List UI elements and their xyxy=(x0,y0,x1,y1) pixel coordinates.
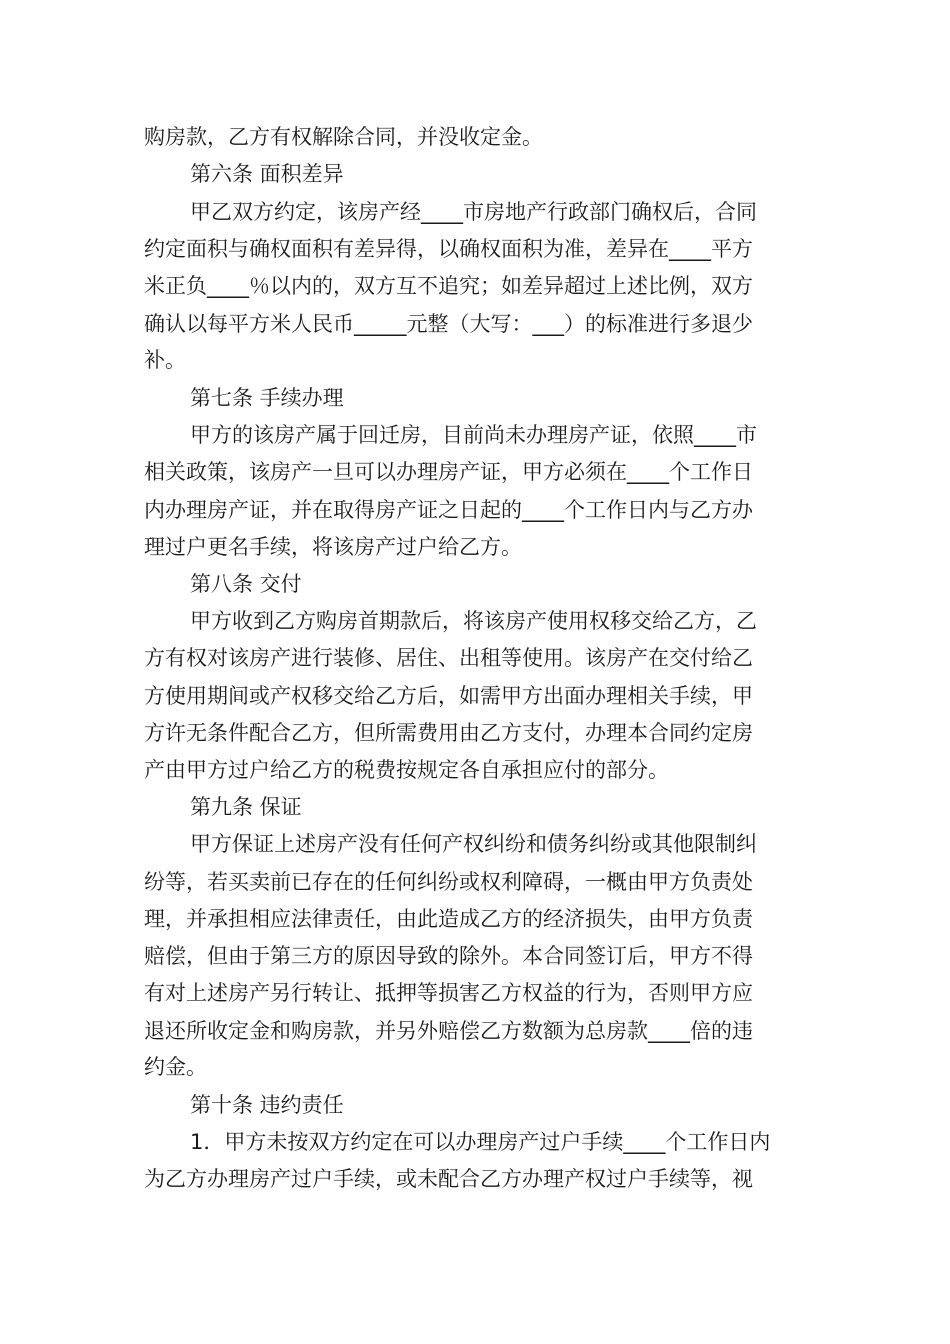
paragraph-line: 纷等，若买卖前已存在的任何纠纷或权利障碍，一概由甲方负责处 xyxy=(144,870,753,894)
paragraph-line: 相关政策，该房产一旦可以办理房产证，甲方必须在____个工作日 xyxy=(144,460,753,484)
paragraph-line: 方许无条件配合乙方，但所需费用由乙方支付，办理本合同约定房 xyxy=(144,721,753,745)
paragraph-line: 有对上述房产另行转让、抵押等损害乙方权益的行为，否则甲方应 xyxy=(144,981,753,1005)
paragraph-line: 约金。 xyxy=(144,1055,207,1079)
paragraph-line: 1．甲方未按双方约定在可以办理房产过户手续____个工作日内 xyxy=(190,1130,771,1154)
paragraph-line: 甲方的该房产属于回迁房，目前尚未办理房产证，依照____市 xyxy=(190,423,757,447)
paragraph-line: 方有权对该房产进行装修、居住、出租等使用。该房产在交付给乙 xyxy=(144,646,753,670)
paragraph-line: 甲方保证上述房产没有任何产权纠纷和债务纠纷或其他限制纠 xyxy=(190,832,757,856)
paragraph-line: 退还所收定金和购房款，并另外赔偿乙方数额为总房款____倍的违 xyxy=(144,1019,753,1043)
paragraph-line: 方使用期间或产权移交给乙方后，如需甲方出面办理相关手续，甲 xyxy=(144,684,753,708)
paragraph-line: 理，并承担相应法律责任，由此造成乙方的经济损失，由甲方负责 xyxy=(144,907,753,931)
paragraph-line: 甲乙双方约定，该房产经____市房地产行政部门确权后，合同 xyxy=(190,200,757,224)
section-heading-10: 第十条 违约责任 xyxy=(190,1093,344,1117)
section-heading-9: 第九条 保证 xyxy=(190,795,302,819)
paragraph-line: 确认以每平方米人民币_____元整（大写：___）的标准进行多退少 xyxy=(144,312,753,336)
paragraph-line: 米正负____％以内的，双方互不追究；如差异超过上述比例，双方 xyxy=(144,274,753,298)
paragraph-line: 为乙方办理房产过户手续，或未配合乙方办理产权过户手续等，视 xyxy=(144,1167,753,1191)
paragraph-line: 赔偿，但由于第三方的原因导致的除外。本合同签订后，甲方不得 xyxy=(144,944,753,968)
paragraph-line: 购房款，乙方有权解除合同，并没收定金。 xyxy=(144,125,543,149)
paragraph-line: 甲方收到乙方购房首期款后，将该房产使用权移交给乙方，乙 xyxy=(190,609,757,633)
section-heading-8: 第八条 交付 xyxy=(190,572,302,596)
section-heading-6: 第六条 面积差异 xyxy=(190,162,344,186)
paragraph-line: 内办理房产证，并在取得房产证之日起的____个工作日内与乙方办 xyxy=(144,498,753,522)
paragraph-line: 产由甲方过户给乙方的税费按规定各自承担应付的部分。 xyxy=(144,758,669,782)
paragraph-line: 补。 xyxy=(144,348,186,372)
paragraph-line: 理过户更名手续，将该房产过户给乙方。 xyxy=(144,535,522,559)
paragraph-line: 约定面积与确权面积有差异得，以确权面积为准，差异在____平方 xyxy=(144,237,753,261)
section-heading-7: 第七条 手续办理 xyxy=(190,386,344,410)
